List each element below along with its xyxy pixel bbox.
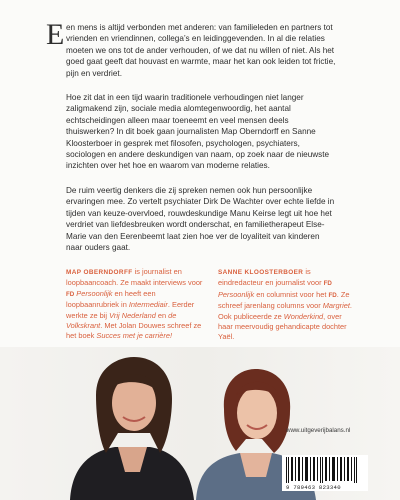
bio-text: is eindredacteur en journalist voor [218,267,324,288]
publication-title: Intermediair [128,300,168,310]
publication-title: Vrij Nederland [109,310,156,320]
author-bio-map-oberndorff [66,267,204,343]
bio-text: . Met Jolan Douwes schreef ze het boek [66,321,202,341]
blurb-paragraph-3: De ruim veertig denkers die zij spreken nemen ook hun persoonlijke ervaringen mee. Zo vertelt psychiater Dirk De Wachter over echte liefde in tijden van keuze-overvloed, rouwdeskundige Manu Keirse legt uit hoe het verdriet van liefdesbreuken wordt onderschat, en familietherapeut Else-Marie van den Eerenbeemt laat zien hoe ver de loyaliteit van kinderen naar ouders gaat. [66,185,335,252]
book-title: Wonderkind [283,311,324,321]
publisher-website: www.uitgeverijbalans.nl [286,427,351,434]
fd-mark: FD [323,280,332,288]
author-name: SANNE KLOOSTERBOER [218,269,304,276]
author-name: MAP OBERNDORFF [66,269,133,276]
barcode-icon [282,455,368,485]
publication-title: Margriet [322,301,350,311]
bio-text: . Ze schreef jarenlang columns voor [218,289,350,311]
blurb-text [66,22,338,266]
publication-title: Persoonlijk [218,289,255,299]
drop-cap: E [46,18,65,51]
publication-title: de Volkskrant [66,310,177,331]
fd-mark: FD [328,291,337,299]
author-bio-sanne-kloosterboer [218,267,356,343]
bio-text: , over haar meervoudig gehandicapte dochter Yaël. [218,311,347,342]
bio-text: en columnist voor het [254,289,329,299]
bio-text: is journalist en loopbaancoach. Ze maakt interviews voor [66,267,203,288]
bio-text: . Eerder werkte ze bij [66,300,195,320]
author-bios [66,267,356,343]
book-title: Succes met je carrière! [96,331,172,341]
fd-mark: FD [66,290,75,298]
isbn-number: 9 789463 823340 [286,484,341,491]
blurb-paragraph-2: Hoe zit dat in een tijd waarin traditionele verhoudingen niet langer zaligmakend zijn, sociale media alomtegenwoordig, het aantal echtscheidingen alleen maar toeneemt en veel mensen deels thuiswerken? In dit boek gaan journalisten Map Oberndorff en Sanne Kloosterboer in gesprek met filosofen, psychologen, psychiaters, sociologen en andere deskundigen van naam, op zoek naar de nieuwste inzichten over het hoe en waarom van moderne relaties. [66,93,330,171]
publication-title: Persoonlijk [74,288,113,298]
blurb-paragraph-1: en mens is altijd verbonden met anderen: van familieleden en partners tot vrienden en vriendinnen, collega’s en leidinggevenden. In al die relaties moeten we ons tot de ander verhouden, of we dat nu willen of niet. Als het goed gaat geeft dat houvast en warmte, maar het kan ook leiden tot frictie, pijn en verdriet. [66,23,336,78]
bio-text: en heeft een loopbaanrubriek in [66,288,156,310]
bio-text: . Ook publiceerde ze [218,301,352,321]
bio-text: en [155,310,169,320]
